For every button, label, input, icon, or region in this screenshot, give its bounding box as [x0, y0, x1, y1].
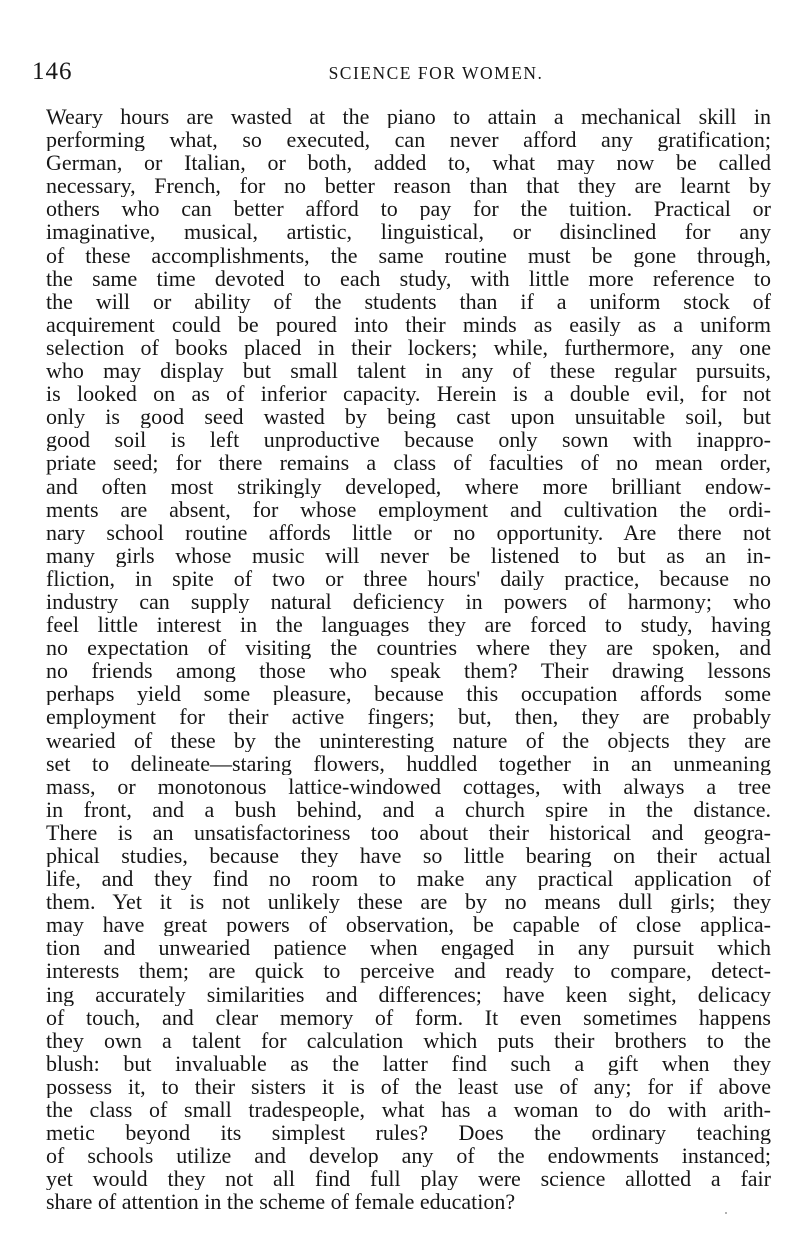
text-line: possess it, to their sisters it is of the least use of any; for if above	[46, 1074, 771, 1099]
text-line: necessary, French, for no better reason than that they are learnt by	[46, 174, 771, 198]
text-line: acquirement could be poured into their minds as easily as a uniform	[46, 312, 771, 336]
text-line: ing accurately similarities and differences; have keen sight, delicacy	[46, 982, 771, 1006]
text-line: selection of books placed in their lockers; while, furthermore, any one	[46, 335, 771, 360]
text-line: and often most strikingly developed, where more brilliant endow-	[46, 474, 771, 498]
text-line: is looked on as of inferior capacity. Herein is a double evil, for not	[46, 382, 771, 406]
text-line: ments are absent, for whose employment and cultivation the ordi-	[46, 497, 771, 521]
text-line: of touch, and clear memory of form. It even sometimes happens	[46, 1005, 771, 1029]
text-line: they own a talent for calculation which puts their brothers to the	[46, 1028, 771, 1052]
text-line: no friends among those who speak them? Their drawing lessons	[46, 659, 771, 683]
text-line: metic beyond its simplest rules? Does the ordinary teaching	[46, 1121, 771, 1145]
text-line: in front, and a bush behind, and a church spire in the distance.	[46, 797, 771, 821]
text-line: the class of small tradespeople, what has a woman to do with arith-	[46, 1098, 771, 1122]
text-line: only is good seed wasted by being cast upon unsuitable soil, but	[46, 405, 771, 429]
text-line: German, or Italian, or both, added to, what may now be called	[46, 151, 771, 175]
text-line: imaginative, musical, artistic, linguistical, or disinclined for any	[46, 220, 771, 244]
text-line: good soil is left unproductive because only sown with inappro-	[46, 428, 771, 452]
text-line: may have great powers of observation, be capable of close applica-	[46, 913, 771, 937]
text-line: interests them; are quick to perceive and ready to compare, detect-	[46, 959, 771, 983]
page-number: 146	[32, 58, 73, 85]
text-line: many girls whose music will never be listened to but as an in-	[46, 543, 771, 567]
running-title: SCIENCE FOR WOMEN.	[328, 63, 544, 83]
text-line: fliction, in spite of two or three hours' daily practice, because no	[46, 566, 771, 590]
text-line: the same time devoted to each study, with little more reference to	[46, 266, 771, 290]
running-head	[32, 58, 771, 96]
text-line: others who can better afford to pay for the tuition. Practical or	[46, 197, 771, 221]
book-page	[32, 58, 771, 1238]
text-line: industry can supply natural deficiency in powers of harmony; who	[46, 589, 771, 614]
text-line: Weary hours are wasted at the piano to attain a mechanical skill in	[46, 105, 771, 129]
text-line: phical studies, because they have so little bearing on their actual	[46, 844, 771, 868]
text-line: no expectation of visiting the countries where they are spoken, and	[46, 636, 771, 660]
text-line: wearied of these by the uninteresting nature of the objects they are	[46, 728, 771, 752]
text-line: who may display but small talent in any of these regular pursuits,	[46, 359, 771, 383]
text-line: tion and unwearied patience when engaged in any pursuit which	[46, 936, 771, 960]
body-paragraph	[46, 105, 771, 1214]
text-line: feel little interest in the languages they are forced to study, having	[46, 613, 771, 637]
text-line: priate seed; for there remains a class of faculties of no mean order,	[46, 451, 771, 475]
text-line: set to delineate—staring flowers, huddled together in an unmeaning	[46, 751, 771, 775]
text-line: life, and they find no room to make any practical application of	[46, 867, 771, 891]
print-speck	[725, 1212, 727, 1214]
text-line: them. Yet it is not unlikely these are by no means dull girls; they	[46, 890, 771, 914]
text-line: yet would they not all find full play were science allotted a fair	[46, 1167, 771, 1191]
text-line: of schools utilize and develop any of the endowments instanced;	[46, 1144, 771, 1168]
text-line: share of attention in the scheme of female education?	[46, 1190, 516, 1214]
text-line: blush: but invaluable as the latter find such a gift when they	[46, 1051, 771, 1075]
text-line: employment for their active fingers; but, then, they are probably	[46, 705, 771, 729]
text-line: nary school routine affords little or no opportunity. Are there not	[46, 520, 771, 544]
text-line: performing what, so executed, can never afford any gratification;	[46, 128, 771, 152]
text-line: of these accomplishments, the same routine must be gone through,	[46, 243, 771, 267]
text-line: the will or ability of the students than if a uniform stock of	[46, 289, 771, 313]
text-line: There is an unsatisfactoriness too about their historical and geogra-	[46, 820, 771, 844]
text-line: perhaps yield some pleasure, because this occupation affords some	[46, 682, 771, 706]
text-line: mass, or monotonous lattice-windowed cottages, with always a tree	[46, 774, 771, 798]
